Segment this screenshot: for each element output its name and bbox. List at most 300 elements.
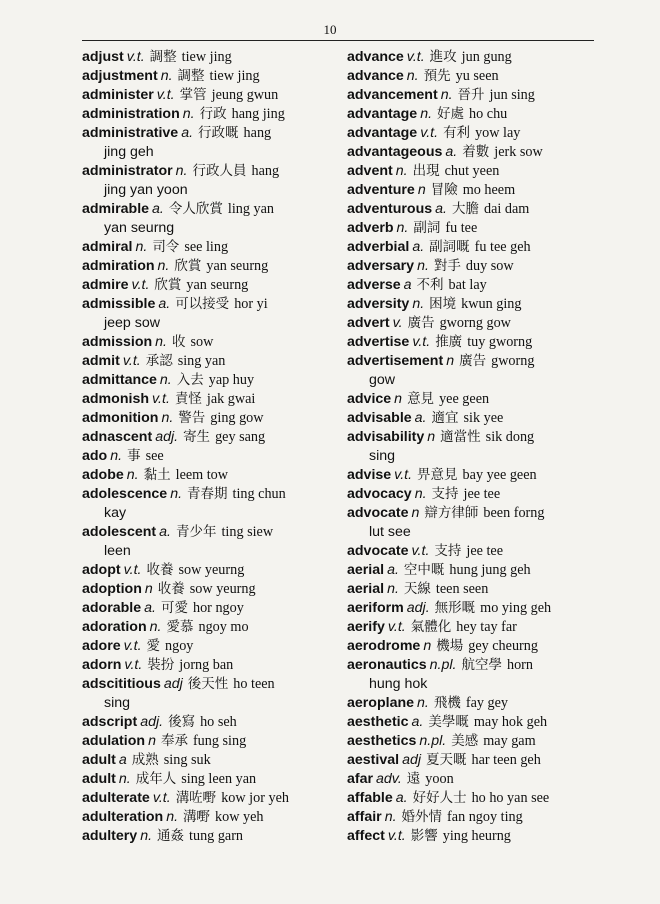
chinese-translation: 推廣 [435, 334, 463, 350]
dictionary-entry [347, 827, 607, 846]
part-of-speech: n. [110, 448, 123, 464]
dictionary-entry [347, 485, 607, 504]
romanization: leem tow [175, 467, 229, 483]
chinese-translation: 夏天嘅 [426, 752, 467, 768]
romanization: sik yee [463, 410, 504, 426]
romanization: gworng [491, 353, 535, 369]
part-of-speech: a. [144, 600, 156, 616]
part-of-speech: n. [420, 106, 433, 122]
romanization: may hok geh [473, 714, 548, 730]
romanization: tiew jing [209, 68, 260, 84]
headword: advance [347, 68, 404, 84]
romanization: bat lay [448, 277, 487, 293]
headword: admirable [82, 201, 150, 217]
headword: advantage [347, 106, 418, 122]
romanization: ling yan [227, 201, 274, 217]
chinese-translation: 機場 [436, 638, 464, 654]
romanization-continuation: gow [369, 372, 396, 388]
headword: advice [347, 391, 392, 407]
romanization: hor yi [234, 296, 268, 312]
romanization: fu tee geh [474, 239, 531, 255]
romanization: yow lay [475, 125, 521, 141]
dictionary-entry [82, 580, 347, 599]
dictionary-entry [347, 789, 607, 808]
dictionary-entry [347, 618, 607, 637]
chinese-translation: 通姦 [157, 828, 185, 844]
headword: advocate [347, 543, 409, 559]
part-of-speech: n [427, 429, 436, 445]
dictionary-entry [347, 808, 607, 827]
dictionary-entry [82, 67, 347, 86]
chinese-translation: 副詞嘅 [429, 239, 470, 255]
dictionary-entry [347, 352, 607, 390]
chinese-translation: 不利 [416, 277, 444, 293]
romanization: jak gwai [206, 391, 256, 407]
chinese-translation: 無形嘅 [434, 600, 476, 616]
chinese-translation: 困境 [429, 296, 457, 312]
part-of-speech: a. [181, 125, 194, 141]
dictionary-entry [82, 409, 347, 428]
romanization: may gam [483, 733, 536, 749]
chinese-translation: 責怪 [174, 391, 202, 407]
headword: aeronautics [347, 657, 427, 673]
romanization: sow [190, 334, 214, 350]
romanization: sow yeurng [189, 581, 256, 597]
romanization-continuation: lut see [369, 524, 411, 540]
chinese-translation: 預先 [423, 68, 451, 84]
page-number: 10 [323, 22, 337, 37]
part-of-speech: v.t. [156, 87, 175, 103]
headword: advent [347, 163, 393, 179]
headword: adnascent [82, 429, 153, 445]
part-of-speech: v.t. [412, 334, 431, 350]
dictionary-entry [347, 751, 607, 770]
romanization-continuation: jeep sow [104, 315, 160, 331]
dictionary-entry [347, 181, 607, 200]
part-of-speech: n [394, 391, 403, 407]
headword: affect [347, 828, 385, 844]
part-of-speech: a. [158, 296, 171, 312]
chinese-translation: 奉承 [160, 733, 188, 749]
part-of-speech: n. [135, 239, 148, 255]
part-of-speech: n. [417, 258, 429, 274]
headword: adverb [347, 220, 394, 236]
dictionary-entry [347, 162, 607, 181]
headword: adultery [82, 828, 138, 844]
headword: adjust [82, 49, 124, 65]
romanization: mo heem [462, 182, 516, 198]
romanization-continuation: jing geh [104, 144, 154, 160]
romanization: sow yeurng [178, 562, 245, 578]
romanization: ying heurng [442, 828, 511, 844]
headword: adolescence [82, 486, 168, 502]
romanization-continuation: leen [104, 543, 131, 559]
part-of-speech: n. [440, 87, 453, 103]
romanization: fay gey [465, 695, 509, 711]
chinese-translation: 調整 [149, 49, 177, 65]
romanization: yoon [425, 771, 454, 787]
chinese-translation: 黏土 [143, 467, 171, 483]
part-of-speech: n. [384, 809, 397, 825]
romanization: hey tay far [456, 619, 517, 635]
dictionary-entry [82, 86, 347, 105]
part-of-speech: n. [414, 486, 427, 502]
chinese-translation: 青春期 [187, 486, 228, 502]
part-of-speech: n. [182, 106, 195, 122]
headword: adoption [82, 581, 142, 597]
dictionary-entry [82, 238, 347, 257]
part-of-speech: n. [175, 163, 188, 179]
dictionary-entry [347, 732, 607, 751]
chinese-translation: 行政人員 [192, 163, 247, 179]
part-of-speech: v.t. [122, 353, 141, 369]
romanization: teen seen [435, 581, 489, 597]
headword: adventurous [347, 201, 433, 217]
romanization: kow yeh [215, 809, 264, 825]
part-of-speech: n. [118, 771, 131, 787]
headword: advisable [347, 410, 412, 426]
romanization: yan seurng [186, 277, 249, 293]
part-of-speech: v.t. [411, 543, 430, 559]
headword: adult [82, 752, 116, 768]
romanization: ging gow [210, 410, 264, 426]
headword: administer [82, 87, 154, 103]
chinese-translation: 廣告 [407, 315, 435, 331]
headword: adult [82, 771, 116, 787]
chinese-translation: 行政嘅 [198, 125, 239, 141]
dictionary-entry [82, 200, 347, 238]
part-of-speech: v.t. [123, 638, 142, 654]
part-of-speech: n.pl. [429, 657, 457, 673]
dictionary-entry [82, 162, 347, 200]
part-of-speech: a. [414, 410, 427, 426]
dictionary-entry [347, 637, 607, 656]
headword: adulation [82, 733, 146, 749]
romanization-continuation: sing [104, 695, 131, 711]
headword: advert [347, 315, 390, 331]
romanization: fu tee [445, 220, 478, 236]
headword: administrative [82, 125, 179, 141]
part-of-speech: v.t. [126, 49, 145, 65]
romanization: ngoy mo [198, 619, 249, 635]
chinese-translation: 婚外情 [401, 809, 443, 825]
headword: adopt [82, 562, 121, 578]
headword: adverbial [347, 239, 410, 255]
dictionary-entry [347, 124, 607, 143]
headword: admire [82, 277, 129, 293]
headword: advocacy [347, 486, 412, 502]
part-of-speech: a. [387, 562, 399, 578]
dictionary-entry [82, 257, 347, 276]
headword: adoration [82, 619, 147, 635]
left-column [82, 48, 347, 846]
part-of-speech: n. [159, 372, 172, 388]
part-of-speech: a. [159, 524, 171, 540]
headword: adore [82, 638, 121, 654]
romanization: been forng [483, 505, 545, 521]
chinese-translation: 溝咗嘢 [175, 790, 217, 806]
headword: adolescent [82, 524, 157, 540]
dictionary-entry [347, 428, 607, 466]
headword: aeriform [347, 600, 404, 616]
dictionary-entry [82, 808, 347, 827]
romanization: gey cheurng [468, 638, 538, 654]
chinese-translation: 愛慕 [166, 619, 194, 635]
dictionary-entry [82, 751, 347, 770]
part-of-speech: n. [149, 619, 162, 635]
romanization: ho chu [469, 106, 508, 122]
headword: admiral [82, 239, 133, 255]
dictionary-entry [347, 67, 607, 86]
dictionary-entry [82, 770, 347, 789]
chinese-translation: 警告 [178, 410, 206, 426]
chinese-translation: 掌管 [179, 87, 207, 103]
chinese-translation: 適宜 [431, 410, 459, 426]
dictionary-entry [347, 542, 607, 561]
headword: aerodrome [347, 638, 421, 654]
chinese-translation: 好處 [437, 106, 465, 122]
headword: adverse [347, 277, 401, 293]
headword: adulteration [82, 809, 164, 825]
part-of-speech: a. [435, 201, 447, 217]
part-of-speech: n [423, 638, 432, 654]
part-of-speech: n [446, 353, 455, 369]
chinese-translation: 意見 [407, 391, 435, 407]
part-of-speech: v.t. [124, 657, 143, 673]
romanization: ho seh [200, 714, 237, 730]
romanization: kwun ging [461, 296, 522, 312]
chinese-translation: 寄生 [183, 429, 211, 445]
dictionary-entry [82, 618, 347, 637]
dictionary-entry [347, 713, 607, 732]
dictionary-entry [347, 314, 607, 333]
chinese-translation: 冒險 [430, 182, 458, 198]
headword: ado [82, 448, 108, 464]
chinese-translation: 欣賞 [154, 277, 182, 293]
romanization: mo ying geh [480, 600, 552, 616]
chinese-translation: 後寫 [168, 714, 196, 730]
headword: advantage [347, 125, 418, 141]
romanization-continuation: kay [104, 505, 127, 521]
romanization: hung jung geh [449, 562, 531, 578]
romanization-continuation: sing [369, 448, 396, 464]
headword: advantageous [347, 144, 443, 160]
dictionary-entry [347, 409, 607, 428]
part-of-speech: a. [152, 201, 164, 217]
chinese-translation: 天線 [403, 581, 431, 597]
chinese-translation: 影響 [410, 828, 438, 844]
romanization: sik dong [485, 429, 535, 445]
romanization: yu seen [455, 68, 499, 84]
headword: advertisement [347, 353, 444, 369]
chinese-translation: 美學嘅 [428, 714, 469, 730]
headword: aestival [347, 752, 400, 768]
part-of-speech: v.t. [152, 391, 170, 407]
dictionary-entry [82, 789, 347, 808]
romanization: tiew jing [181, 49, 232, 65]
part-of-speech: n. [387, 581, 399, 597]
chinese-translation: 廣告 [459, 353, 487, 369]
romanization: fan ngoy ting [447, 809, 523, 825]
part-of-speech: n. [126, 467, 139, 483]
part-of-speech: v.t. [387, 828, 406, 844]
romanization: har teen geh [471, 752, 541, 768]
chinese-translation: 對手 [433, 258, 461, 274]
headword: adjustment [82, 68, 158, 84]
headword: aeroplane [347, 695, 415, 711]
romanization: jee tee [463, 486, 501, 502]
romanization: kow jor yeh [221, 790, 289, 806]
part-of-speech: adj. [155, 429, 179, 445]
romanization-continuation: yan seurng [104, 220, 175, 236]
part-of-speech: adj. [406, 600, 430, 616]
chinese-translation: 支持 [434, 543, 462, 559]
headword: adobe [82, 467, 124, 483]
part-of-speech: n. [140, 828, 153, 844]
romanization: yan seurng [206, 258, 269, 274]
dictionary-entry [347, 276, 607, 295]
dictionary-entry [82, 390, 347, 409]
headword: adversity [347, 296, 410, 312]
right-column [347, 48, 607, 846]
dictionary-entry [347, 238, 607, 257]
dictionary-entry [347, 219, 607, 238]
romanization: fung sing [192, 733, 247, 749]
dictionary-entry [82, 333, 347, 352]
romanization: hang [251, 163, 280, 179]
romanization: hor ngoy [192, 600, 244, 616]
headword: advertise [347, 334, 410, 350]
part-of-speech: n. [157, 258, 170, 274]
part-of-speech: a [403, 277, 412, 293]
headword: advise [347, 467, 392, 483]
part-of-speech: a [118, 752, 127, 768]
headword: admittance [82, 372, 157, 388]
dictionary-entry [347, 466, 607, 485]
chinese-translation: 後天性 [187, 676, 229, 692]
headword: advisability [347, 429, 425, 445]
romanization: see [145, 448, 164, 464]
part-of-speech: adj [163, 676, 183, 692]
chinese-translation: 令人欣賞 [168, 201, 223, 217]
headword: admonition [82, 410, 159, 426]
part-of-speech: n [144, 581, 153, 597]
romanization: sing yan [177, 353, 226, 369]
dictionary-entry [82, 561, 347, 580]
dictionary-entry [82, 352, 347, 371]
chinese-translation: 收養 [157, 581, 185, 597]
dictionary-entry [347, 295, 607, 314]
romanization: jee tee [466, 543, 504, 559]
romanization: jerk sow [494, 144, 543, 160]
chinese-translation: 成熟 [131, 752, 159, 768]
dictionary-entry [82, 732, 347, 751]
headword: advance [347, 49, 404, 65]
chinese-translation: 遠 [406, 771, 421, 787]
chinese-translation: 可以接受 [175, 296, 230, 312]
dictionary-entry [347, 561, 607, 580]
dictionary-entry [347, 770, 607, 789]
chinese-translation: 裝扮 [147, 657, 175, 673]
headword: admission [82, 334, 153, 350]
dictionary-entry [347, 143, 607, 162]
romanization: sing leen yan [181, 771, 257, 787]
dictionary-entry [82, 466, 347, 485]
chinese-translation: 成年人 [135, 771, 177, 787]
chinese-translation: 飛機 [433, 695, 461, 711]
chinese-translation: 出現 [412, 163, 440, 179]
dictionary-entry [347, 86, 607, 105]
headword: aesthetics [347, 733, 417, 749]
headword: aerial [347, 562, 385, 578]
dictionary-entry [82, 675, 347, 713]
dictionary-entry [82, 713, 347, 732]
headword: admonish [82, 391, 150, 407]
part-of-speech: n. [412, 296, 425, 312]
headword: adscititious [82, 676, 161, 692]
chinese-translation: 副詞 [413, 220, 441, 236]
romanization: duy sow [465, 258, 514, 274]
headword: advancement [347, 87, 438, 103]
part-of-speech: n. [161, 410, 174, 426]
chinese-translation: 調整 [177, 68, 205, 84]
dictionary-entry [347, 200, 607, 219]
part-of-speech: v.t. [123, 562, 142, 578]
headword: administrator [82, 163, 173, 179]
chinese-translation: 進攻 [429, 49, 457, 65]
chinese-translation: 美感 [451, 733, 479, 749]
headword: admissible [82, 296, 156, 312]
romanization: gey sang [215, 429, 266, 445]
headword: admit [82, 353, 120, 369]
dictionary-entry [82, 105, 347, 124]
chinese-translation: 支持 [431, 486, 459, 502]
dictionary-entry [347, 105, 607, 124]
part-of-speech: v.t. [152, 790, 171, 806]
romanization: tung garn [189, 828, 244, 844]
chinese-translation: 溝嘢 [183, 809, 211, 825]
romanization-continuation: jing yan yoon [104, 182, 188, 198]
headword: affair [347, 809, 382, 825]
chinese-translation: 司令 [152, 239, 180, 255]
part-of-speech: n.pl. [419, 733, 447, 749]
chinese-translation: 好好人士 [412, 790, 467, 806]
chinese-translation: 畀意見 [417, 467, 458, 483]
part-of-speech: n [411, 505, 420, 521]
dictionary-entry [347, 656, 607, 694]
part-of-speech: a. [411, 714, 424, 730]
dictionary-entry [82, 523, 347, 561]
chinese-translation: 收 [172, 334, 186, 350]
dictionary-entry [347, 599, 607, 618]
chinese-translation: 青少年 [175, 524, 217, 540]
chinese-translation: 行政 [199, 106, 227, 122]
chinese-translation: 事 [127, 448, 141, 464]
headword: adversary [347, 258, 415, 274]
chinese-translation: 承認 [145, 353, 173, 369]
part-of-speech: n. [166, 809, 179, 825]
chinese-translation: 氣體化 [410, 619, 452, 635]
headword: advocate [347, 505, 409, 521]
dictionary-entry [82, 371, 347, 390]
part-of-speech: n. [160, 68, 173, 84]
dictionary-entry [82, 276, 347, 295]
romanization: yap huy [208, 372, 255, 388]
romanization: jorng ban [179, 657, 234, 673]
dictionary-entry [82, 599, 347, 618]
part-of-speech: n. [155, 334, 168, 350]
part-of-speech: a. [412, 239, 425, 255]
